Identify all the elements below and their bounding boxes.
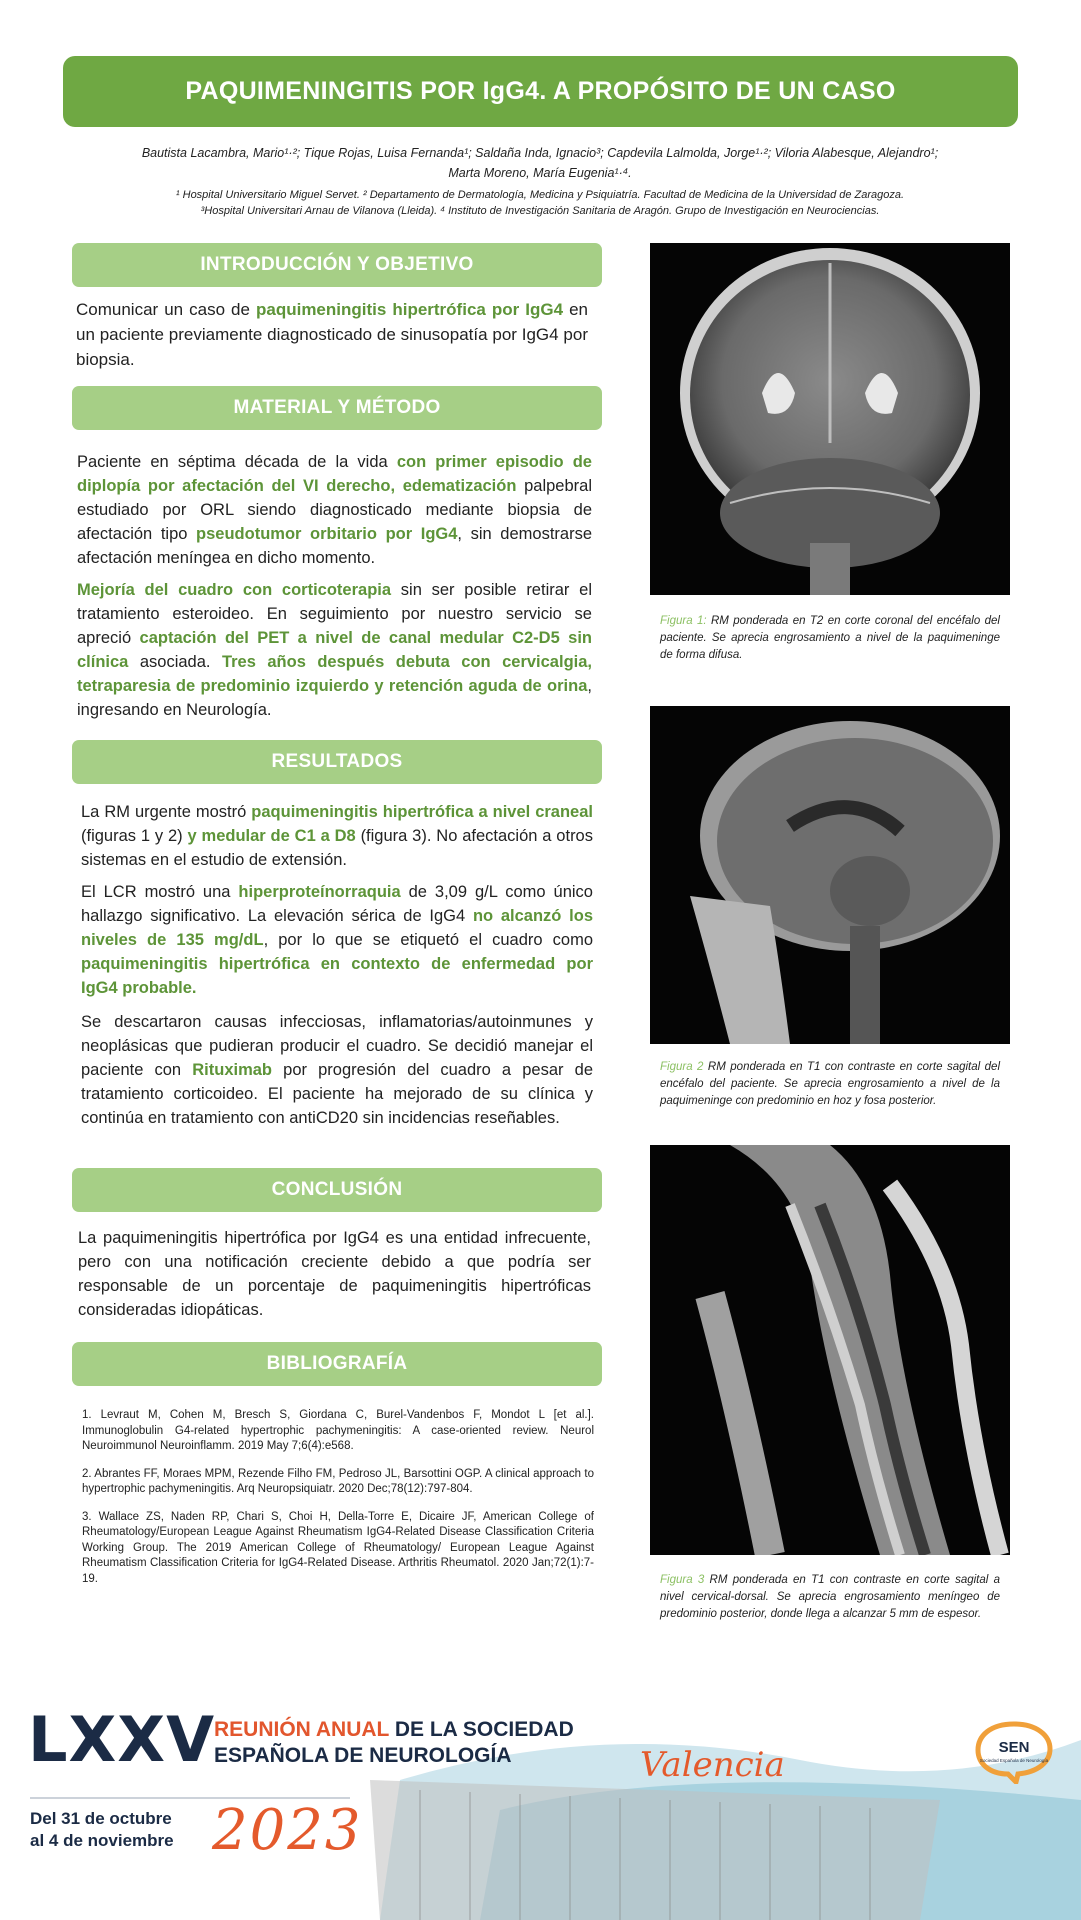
caption-text: RM ponderada en T1 con contraste en corte sagital a nivel cervical-dorsal. Se aprecia engrosamiento meníngeo de predominio posterior, donde llega a alcanzar 5 mm de espesor. <box>660 1574 1001 1620</box>
figure-1-caption <box>660 613 1000 664</box>
text-run: , sin demostrarse afectación meníngea en dicho momento. <box>77 525 592 567</box>
text-run: (figuras 1 y 2) <box>81 827 188 845</box>
sen-logo-subtext: Sociedad Española de Neurología <box>979 1758 1049 1763</box>
sen-logo <box>972 1718 1056 1784</box>
section-header-bibliography <box>72 1342 602 1386</box>
highlight-text: hiperproteínorraquia <box>238 883 401 901</box>
text-run: por progresión del cuadro a pesar de tratamiento corticoideo. El paciente ha mejorado de su clínica y continúa en tratamiento con antiCD20 sin incidencias reseñables. <box>81 1061 593 1127</box>
meeting-title-highlight: REUNIÓN ANUAL <box>214 1718 390 1741</box>
highlight-text: no alcanzó los niveles de 135 mg/dL <box>81 907 593 949</box>
author-list <box>70 143 1010 183</box>
sen-logo-text: SEN <box>998 1739 1030 1756</box>
results-paragraph-2 <box>81 880 593 1000</box>
figure-3-caption <box>660 1572 1000 1623</box>
method-paragraph-1 <box>77 450 592 570</box>
authors-line-2: Marta Moreno, María Eugenia¹·⁴. <box>448 166 632 180</box>
figure-2-mri-sagittal-brain <box>650 706 1010 1044</box>
highlight-text: paquimeningitis hipertrófica por IgG4 <box>255 300 564 319</box>
figure-1-mri-coronal <box>650 243 1010 595</box>
caption-text: RM ponderada en T1 con contraste en corte sagital del encéfalo del paciente. Se aprecia engrosamiento a nivel de la paquimeninge con predominio en hoz y fosa posterior. <box>660 1061 1001 1107</box>
figure-label: Figura 2 <box>660 1061 704 1073</box>
text-run: (figura 3). No afectación a otros sistemas en el estudio de extensión. <box>81 827 593 869</box>
reference-item: 2. Abrantes FF, Moraes MPM, Rezende Filho FM, Pedroso JL, Barsottini OGP. A clinical approach to hypertrophic pachymeningitis. Arq Neuropsiquiatr. 2020 Dec;78(12):797-804. <box>82 1467 594 1495</box>
results-paragraph-3 <box>81 1010 593 1130</box>
figure-2-caption <box>660 1059 1000 1110</box>
affiliations <box>70 187 1010 219</box>
highlight-text: paquimeningitis hipertrófica en contexto de enfermedad por IgG4 probable. <box>81 955 593 997</box>
meeting-title-text: DE LA SOCIEDAD <box>389 1718 574 1741</box>
highlight-text: con primer episodio de diplopía por afectación del VI derecho, edematización <box>77 453 592 495</box>
caption-text: RM ponderada en T2 en corte coronal del encéfalo del paciente. Se aprecia engrosamiento a nivel de la paquimeninge de forma difusa. <box>660 615 1000 661</box>
reference-item: 1. Levraut M, Cohen M, Bresch S, Giordana C, Burel-Vandenbos F, Mondot L [et al.]. Immunoglobulin G4-related hypertrophic pachymeningitis: A case-oriented review. Neurol Neuroimmunol Neuroinflamm. 2019 May 7;6(4):e568. <box>82 1409 594 1452</box>
method-paragraph-2 <box>77 578 592 722</box>
reference-item: 3. Wallace ZS, Naden RP, Chari S, Choi H, Della-Torre E, Dicaire JF, American College of Rheumatology/European League Against Rheumatism IgG4-Related Disease Classification Criteria Working Group. The 2019 American College of Rheumatology/ European League Against Rheumatism Classification Criteria for IgG4-Related Disease. Arthritis Rheumatol. 2020 Jan;72(1):7-19. <box>82 1510 594 1585</box>
text-run: Comunicar un caso de <box>76 300 256 319</box>
title-banner <box>63 56 1018 127</box>
text-run: La RM urgente mostró <box>81 803 252 821</box>
text-run: , ingresando en Neurología. <box>77 677 592 719</box>
meeting-title-line-2: ESPAÑOLA DE NEUROLOGÍA <box>214 1744 512 1767</box>
reference-list <box>82 1408 594 1599</box>
section-title: INTRODUCCIÓN Y OBJETIVO <box>200 254 474 275</box>
mri-sagittal-spine-image <box>650 1145 1010 1555</box>
section-header-intro <box>72 243 602 287</box>
highlight-text: paquimeningitis hipertrófica a nivel craneal <box>251 803 593 821</box>
section-title: MATERIAL Y MÉTODO <box>233 397 441 418</box>
figure-3-mri-sagittal-spine <box>650 1145 1010 1555</box>
poster-title: PAQUIMENINGITIS POR IgG4. A PROPÓSITO DE UN CASO <box>185 77 896 105</box>
section-header-conclusion <box>72 1168 602 1212</box>
dates-line-2: al 4 de noviembre <box>30 1831 174 1850</box>
meeting-city: Valencia <box>640 1745 785 1785</box>
affiliations-line-2: ³Hospital Universitari Arnau de Vilanova (Lleida). ⁴ Instituto de Investigación Sanitaria de Aragón. Grupo de Investigación en Neurociencias. <box>200 205 880 217</box>
section-header-results <box>72 740 602 784</box>
section-header-method <box>72 386 602 430</box>
highlight-text: Mejoría del cuadro con corticoterapia <box>77 581 392 599</box>
text-run: de 3,09 g/L como único hallazgo significativo. La elevación sérica de IgG4 <box>81 883 593 925</box>
text-run: palpebral estudiado por ORL siendo diagnosticado mediante biopsia de afectación tipo <box>77 477 592 543</box>
intro-paragraph <box>76 297 588 372</box>
highlight-text: captación del PET a nivel de canal medular C2-D5 sin clínica <box>77 629 593 671</box>
highlight-text: Tres años después debuta con cervicalgia, tetraparesia de predominio izquierdo y retención aguda de orina <box>77 653 592 695</box>
text-run: El LCR mostró una <box>81 883 239 901</box>
dates-line-1: Del 31 de octubre <box>30 1809 172 1828</box>
figure-label: Figura 3 <box>660 1574 705 1586</box>
highlight-text: pseudotumor orbitario por IgG4 <box>196 525 458 543</box>
edition-number: LXXV <box>28 1703 216 1776</box>
text-run: asociada. <box>128 653 222 671</box>
text-run: sin ser posible retirar el tratamiento esteroideo. En seguimiento por nuestro servicio se apreció <box>77 581 592 647</box>
authors-line-1: Bautista Lacambra, Mario¹·²; Tique Rojas, Luisa Fernanda¹; Saldaña Inda, Ignacio³; Capdevila Lalmolda, Jorge¹·²; Viloria Alabesque, Alejandro¹; <box>141 146 939 160</box>
text-run: en un paciente previamente diagnosticado de sinusopatía por IgG4 por biopsia. <box>76 300 588 369</box>
highlight-text: Rituximab <box>192 1061 273 1079</box>
results-paragraph-1 <box>81 800 593 872</box>
meeting-dates <box>30 1808 174 1852</box>
meeting-title <box>214 1717 574 1769</box>
text-run: Paciente en séptima década de la vida <box>77 453 397 471</box>
text-run: , por lo que se etiquetó el cuadro como <box>263 931 594 949</box>
section-title: RESULTADOS <box>271 751 403 772</box>
section-title: BIBLIOGRAFÍA <box>266 1353 408 1374</box>
mri-sagittal-brain-image <box>650 706 1010 1044</box>
meeting-year: 2023 <box>212 1798 363 1863</box>
affiliations-line-1: ¹ Hospital Universitario Miguel Servet. ² Departamento de Dermatología, Medicina y Psiquiatría. Facultad de Medicina de la Universidad de Zaragoza. <box>175 189 905 201</box>
highlight-text: y medular de C1 a D8 <box>187 827 356 845</box>
section-title: CONCLUSIÓN <box>271 1179 403 1200</box>
figure-label: Figura 1: <box>660 615 707 627</box>
text-run: Se descartaron causas infecciosas, inflamatorias/autoinmunes y neoplásicas que pudieran producir el cuadro. Se decidió manejar el paciente con <box>81 1013 593 1079</box>
conclusion-paragraph: La paquimeningitis hipertrófica por IgG4 es una entidad infrecuente, pero con una notificación creciente debido a que podría ser responsable de un porcentaje de paquimeningitis hipertróficas consideradas idiopáticas. <box>78 1229 591 1319</box>
mri-coronal-image <box>650 243 1010 595</box>
